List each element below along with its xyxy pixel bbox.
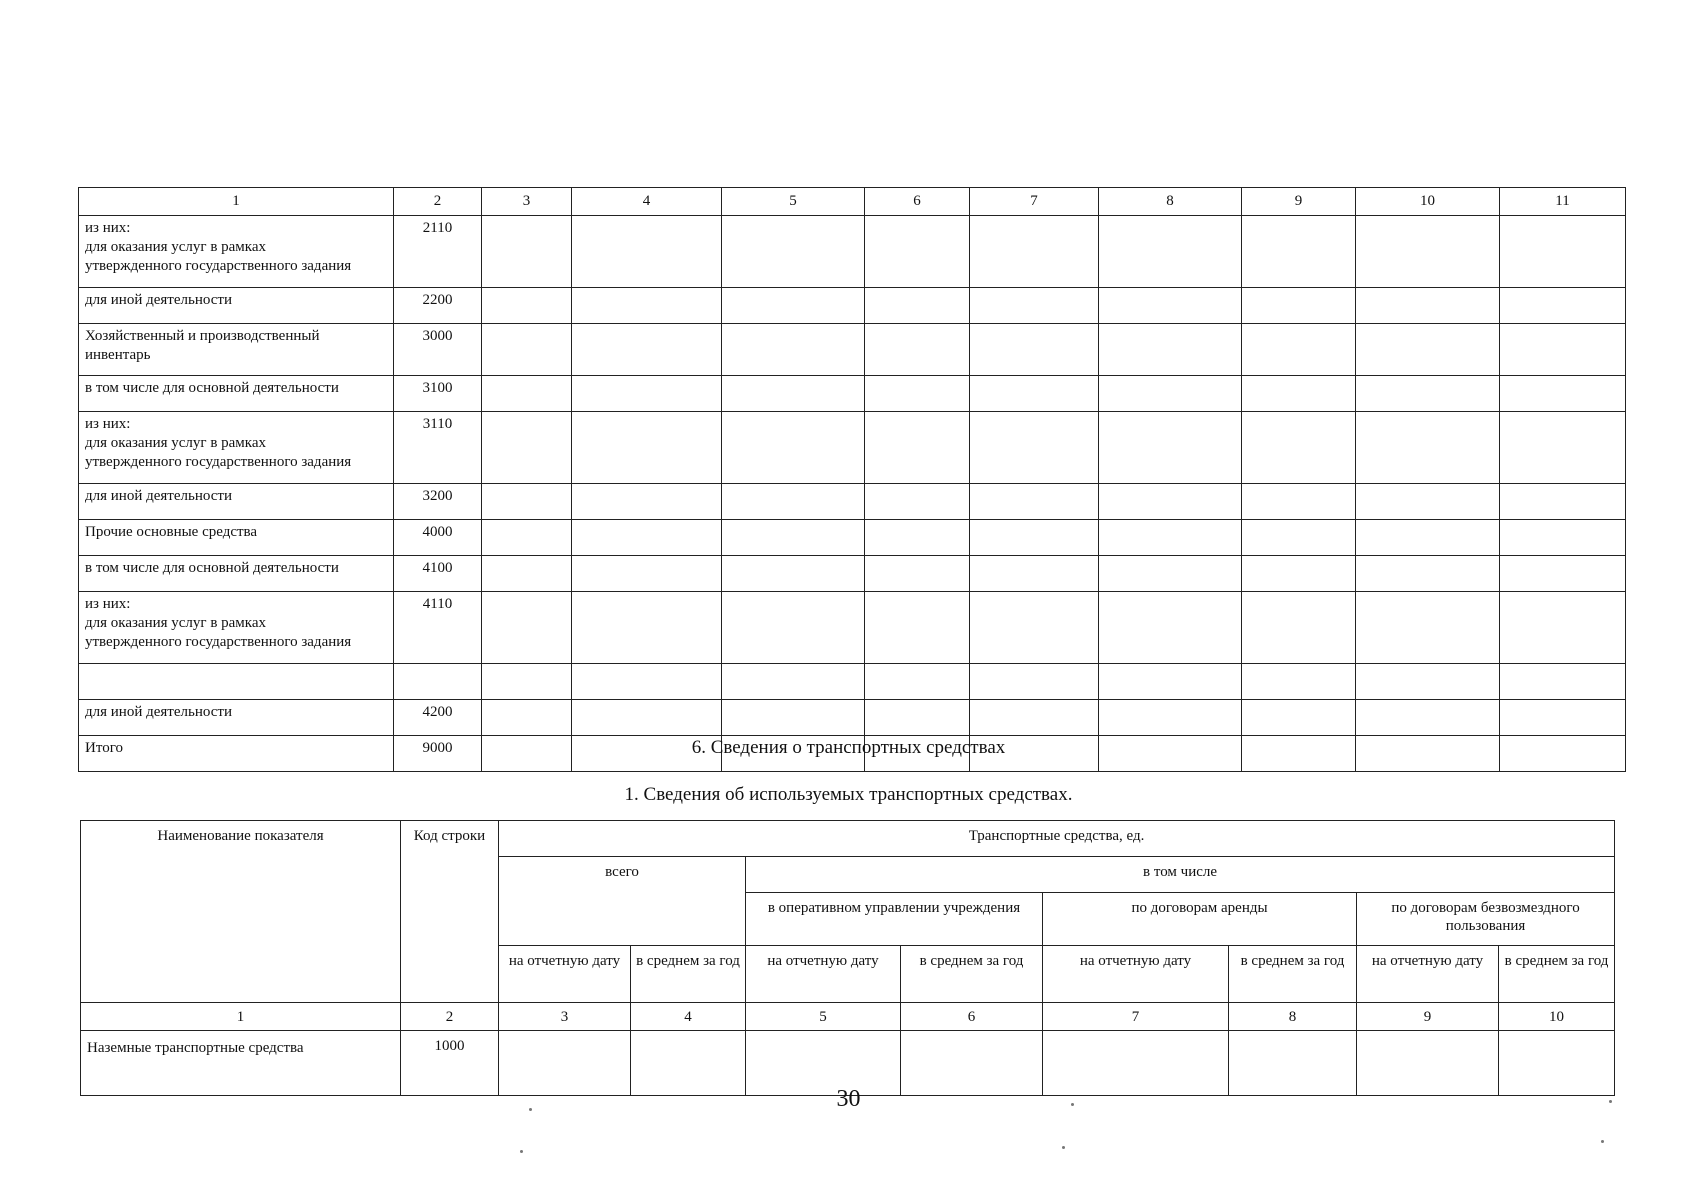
- column-number-row: [79, 188, 1626, 216]
- column-number: 5: [722, 188, 865, 216]
- row-code: 4100: [394, 556, 482, 592]
- value-cell: [1242, 592, 1356, 664]
- row-code: 2200: [394, 288, 482, 324]
- indicator-name: для иной деятельности: [79, 484, 394, 520]
- header-group-title: Транспортные средства, ед.: [499, 821, 1615, 857]
- value-cell: [572, 664, 722, 700]
- table-row: [79, 288, 1626, 324]
- value-cell: [1242, 520, 1356, 556]
- column-number: 1: [79, 188, 394, 216]
- value-cell: [482, 520, 572, 556]
- value-cell: [722, 700, 865, 736]
- column-number: 8: [1229, 1003, 1357, 1031]
- row-code: 3200: [394, 484, 482, 520]
- value-cell: [865, 376, 970, 412]
- value-cell: [722, 664, 865, 700]
- header-indicator-name: Наименование показателя: [81, 821, 401, 1003]
- column-number: 4: [631, 1003, 746, 1031]
- value-cell: [865, 324, 970, 376]
- column-number: 10: [1356, 188, 1500, 216]
- value-cell: [482, 700, 572, 736]
- row-code: 9000: [394, 736, 482, 772]
- value-cell: [1242, 216, 1356, 288]
- value-cell: [572, 216, 722, 288]
- value-cell: [1242, 324, 1356, 376]
- value-cell: [970, 664, 1099, 700]
- value-cell: [1356, 288, 1500, 324]
- table-row: [79, 376, 1626, 412]
- value-cell: [482, 556, 572, 592]
- column-number: 5: [746, 1003, 901, 1031]
- value-cell: [722, 288, 865, 324]
- value-cell: [482, 412, 572, 484]
- row-code: 4000: [394, 520, 482, 556]
- value-cell: [970, 592, 1099, 664]
- indicator-name: в том числе для основной деятельности: [79, 556, 394, 592]
- indicator-name: Хозяйственный и производственный инвентарь: [79, 324, 394, 376]
- value-cell: [1356, 324, 1500, 376]
- header-free-avg: в среднем за год: [1499, 946, 1615, 1003]
- value-cell: [1099, 520, 1242, 556]
- value-cell: [865, 520, 970, 556]
- scan-speck: [1062, 1146, 1065, 1149]
- value-cell: [970, 484, 1099, 520]
- indicator-name: из них: для оказания услуг в рамках утвержденного государственного задания: [79, 412, 394, 484]
- row-code: [394, 664, 482, 700]
- section-title: 6. Сведения о транспортных средствах: [691, 737, 1006, 758]
- value-cell: [1500, 412, 1626, 484]
- table-row: [79, 592, 1626, 664]
- page-number: 30: [836, 1086, 861, 1112]
- row-code: 3100: [394, 376, 482, 412]
- scan-speck: [529, 1108, 532, 1111]
- value-cell: [1500, 288, 1626, 324]
- row-code: 4110: [394, 592, 482, 664]
- scan-speck: [520, 1150, 523, 1153]
- value-cell: [865, 412, 970, 484]
- value-cell: [1500, 556, 1626, 592]
- column-number: 8: [1099, 188, 1242, 216]
- scan-speck: [1071, 1103, 1074, 1106]
- header-free-use: по договорам безвозмездного пользования: [1357, 893, 1615, 946]
- value-cell: [865, 484, 970, 520]
- table-row: [79, 412, 1626, 484]
- row-code: 2110: [394, 216, 482, 288]
- value-cell: [1500, 520, 1626, 556]
- value-cell: [865, 592, 970, 664]
- value-cell: [865, 288, 970, 324]
- value-cell: [1500, 324, 1626, 376]
- value-cell: [1099, 376, 1242, 412]
- value-cell: [1099, 592, 1242, 664]
- header-total-date: на отчетную дату: [499, 946, 631, 1003]
- column-number: 1: [81, 1003, 401, 1031]
- table-row: [79, 216, 1626, 288]
- value-cell: [482, 216, 572, 288]
- table-row: [79, 556, 1626, 592]
- value-cell: [865, 556, 970, 592]
- value-cell: [482, 592, 572, 664]
- value-cell: [572, 520, 722, 556]
- value-cell: [572, 324, 722, 376]
- column-number: 3: [482, 188, 572, 216]
- value-cell: [482, 484, 572, 520]
- value-cell: [572, 700, 722, 736]
- value-cell: [1242, 412, 1356, 484]
- header-lease: по договорам аренды: [1043, 893, 1357, 946]
- value-cell: [722, 556, 865, 592]
- value-cell: [1242, 376, 1356, 412]
- column-number: 11: [1500, 188, 1626, 216]
- value-cell: [722, 520, 865, 556]
- value-cell: [572, 376, 722, 412]
- value-cell: [970, 376, 1099, 412]
- indicator-name: для иной деятельности: [79, 700, 394, 736]
- header-operative-avg: в среднем за год: [901, 946, 1043, 1003]
- value-cell: [1099, 700, 1242, 736]
- value-cell: [1242, 556, 1356, 592]
- value-cell: [1500, 376, 1626, 412]
- column-number: 6: [901, 1003, 1043, 1031]
- value-cell: [865, 216, 970, 288]
- value-cell: [1356, 592, 1500, 664]
- table-row: [79, 520, 1626, 556]
- value-cell: [1242, 288, 1356, 324]
- value-cell: [1356, 520, 1500, 556]
- header-total: всего: [499, 857, 746, 946]
- value-cell: [970, 520, 1099, 556]
- value-cell: [865, 700, 970, 736]
- header-total-avg: в среднем за год: [631, 946, 746, 1003]
- column-number: 9: [1242, 188, 1356, 216]
- value-cell: [482, 324, 572, 376]
- value-cell: [722, 412, 865, 484]
- value-cell: [1500, 216, 1626, 288]
- value-cell: [1500, 664, 1626, 700]
- indicator-name: из них: для оказания услуг в рамках утвержденного государственного задания: [79, 216, 394, 288]
- table-row: [79, 324, 1626, 376]
- column-number: 2: [394, 188, 482, 216]
- column-number: 4: [572, 188, 722, 216]
- row-code: 4200: [394, 700, 482, 736]
- column-number: 3: [499, 1003, 631, 1031]
- indicator-name: Прочие основные средства: [79, 520, 394, 556]
- value-cell: [1242, 664, 1356, 700]
- header-operative: в оперативном управлении учреждения: [746, 893, 1043, 946]
- value-cell: [1099, 484, 1242, 520]
- value-cell: [970, 216, 1099, 288]
- value-cell: [1356, 556, 1500, 592]
- value-cell: [482, 664, 572, 700]
- value-cell: [970, 556, 1099, 592]
- value-cell: [572, 592, 722, 664]
- header-lease-avg: в среднем за год: [1229, 946, 1357, 1003]
- value-cell: [1099, 216, 1242, 288]
- header-lease-date: на отчетную дату: [1043, 946, 1229, 1003]
- value-cell: [1356, 412, 1500, 484]
- value-cell: [1099, 324, 1242, 376]
- value-cell: [722, 484, 865, 520]
- fixed-assets-table: [78, 187, 1626, 772]
- row-code: 1000: [401, 1031, 499, 1096]
- value-cell: [970, 324, 1099, 376]
- value-cell: [1356, 664, 1500, 700]
- value-cell: [970, 700, 1099, 736]
- value-cell: [1099, 288, 1242, 324]
- table-row: [79, 484, 1626, 520]
- value-cell: [482, 376, 572, 412]
- value-cell: [1356, 700, 1500, 736]
- value-cell: [722, 216, 865, 288]
- value-cell: [1500, 484, 1626, 520]
- header-operative-date: на отчетную дату: [746, 946, 901, 1003]
- header-free-date: на отчетную дату: [1357, 946, 1499, 1003]
- table-row: [79, 664, 1626, 700]
- indicator-name: из них: для оказания услуг в рамках утвержденного государственного задания: [79, 592, 394, 664]
- column-number: 2: [401, 1003, 499, 1031]
- value-cell: [1500, 592, 1626, 664]
- scan-speck: [1601, 1140, 1604, 1143]
- value-cell: [1356, 376, 1500, 412]
- value-cell: [1356, 484, 1500, 520]
- value-cell: [482, 288, 572, 324]
- row-code: 3110: [394, 412, 482, 484]
- header-including: в том числе: [746, 857, 1615, 893]
- column-number-row: [81, 1003, 1615, 1031]
- value-cell: [1242, 700, 1356, 736]
- column-number: 9: [1357, 1003, 1499, 1031]
- indicator-name: в том числе для основной деятельности: [79, 376, 394, 412]
- transport-table: [80, 820, 1615, 1096]
- row-code: 3000: [394, 324, 482, 376]
- indicator-name: [79, 664, 394, 700]
- value-cell: [722, 592, 865, 664]
- column-number: 6: [865, 188, 970, 216]
- value-cell: [1500, 700, 1626, 736]
- value-cell: [722, 376, 865, 412]
- indicator-name: для иной деятельности: [79, 288, 394, 324]
- header-row-code: Код строки: [401, 821, 499, 1003]
- value-cell: [970, 412, 1099, 484]
- value-cell: [970, 288, 1099, 324]
- indicator-name: Наземные транспортные средства: [81, 1031, 401, 1096]
- value-cell: [1099, 664, 1242, 700]
- value-cell: [1242, 484, 1356, 520]
- column-number: 7: [970, 188, 1099, 216]
- subsection-title: 1. Сведения об используемых транспортных средствах.: [624, 784, 1073, 805]
- value-cell: [572, 288, 722, 324]
- table-row: [79, 700, 1626, 736]
- value-cell: [722, 324, 865, 376]
- value-cell: [572, 412, 722, 484]
- value-cell: [1099, 412, 1242, 484]
- scan-speck: [1609, 1100, 1612, 1103]
- value-cell: [865, 664, 970, 700]
- value-cell: [1356, 216, 1500, 288]
- column-number: 7: [1043, 1003, 1229, 1031]
- column-number: 10: [1499, 1003, 1615, 1031]
- value-cell: [572, 556, 722, 592]
- indicator-name: Итого: [79, 736, 394, 772]
- value-cell: [572, 484, 722, 520]
- value-cell: [1099, 556, 1242, 592]
